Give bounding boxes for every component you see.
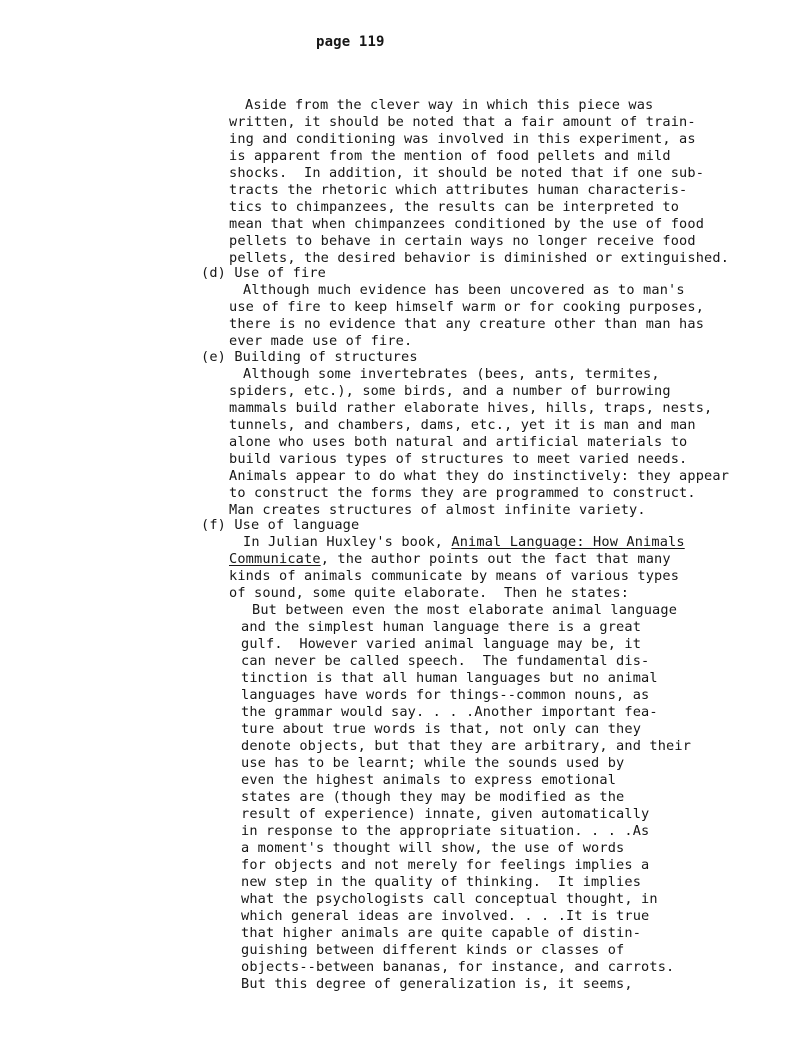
quote-line: the grammar would say. . . .Another important fea- bbox=[241, 704, 658, 720]
text-run: , the author points out the fact that many bbox=[320, 551, 671, 567]
paragraph-line: Although much evidence has been uncovered as to man's bbox=[243, 282, 685, 298]
paragraph-line: is apparent from the mention of food pellets and mild bbox=[229, 148, 671, 164]
paragraph-line: to construct the forms they are programmed to construct. bbox=[229, 485, 696, 501]
quote-line: tinction is that all human languages but no animal bbox=[241, 670, 658, 686]
paragraph-line: tracts the rhetoric which attributes human characteris- bbox=[229, 182, 688, 198]
paragraph-line: build various types of structures to meet varied needs. bbox=[229, 451, 688, 467]
quote-line: gulf. However varied animal language may be, it bbox=[241, 636, 642, 652]
quote-line: can never be called speech. The fundamental dis- bbox=[241, 653, 650, 669]
quote-line: what the psychologists call conceptual thought, in bbox=[241, 891, 658, 907]
paragraph-line: pellets to behave in certain ways no longer receive food bbox=[229, 233, 696, 249]
paragraph-line: ever made use of fire. bbox=[229, 333, 413, 349]
quote-line: But this degree of generalization is, it seems, bbox=[241, 976, 633, 992]
quote-line: states are (though they may be modified as the bbox=[241, 789, 625, 805]
quote-line: languages have words for things--common nouns, as bbox=[241, 687, 650, 703]
quote-line: new step in the quality of thinking. It implies bbox=[241, 874, 642, 890]
quote-line: in response to the appropriate situation. . . .As bbox=[241, 823, 650, 839]
paragraph-line: kinds of animals communicate by means of various types bbox=[229, 568, 680, 584]
quote-line: objects--between bananas, for instance, and carrots. bbox=[241, 959, 675, 975]
quote-line: result of experience) innate, given automatically bbox=[241, 806, 650, 822]
paragraph-line: Animals appear to do what they do instinctively: they appear bbox=[229, 468, 730, 484]
quote-line: a moment's thought will show, the use of words bbox=[241, 840, 625, 856]
paragraph-line: pellets, the desired behavior is diminished or extinguished. bbox=[229, 250, 730, 266]
text-run: In Julian Huxley's book, bbox=[243, 534, 452, 550]
paragraph-line: shocks. In addition, it should be noted that if one sub- bbox=[229, 165, 705, 181]
quote-line: But between even the most elaborate animal language bbox=[252, 602, 678, 618]
paragraph-line: use of fire to keep himself warm or for cooking purposes, bbox=[229, 299, 705, 315]
paragraph-line: Although some invertebrates (bees, ants, termites, bbox=[243, 366, 660, 382]
paragraph-line: Aside from the clever way in which this piece was bbox=[245, 97, 654, 113]
paragraph-line: written, it should be noted that a fair amount of train- bbox=[229, 114, 696, 130]
page-number: page 119 bbox=[316, 34, 385, 50]
paragraph-line: mean that when chimpanzees conditioned by the use of food bbox=[229, 216, 705, 232]
section-e-heading: (e) Building of structures bbox=[201, 349, 418, 365]
paragraph-line: Man creates structures of almost infinite variety. bbox=[229, 502, 646, 518]
quote-line: denote objects, but that they are arbitrary, and their bbox=[241, 738, 692, 754]
quote-line: that higher animals are quite capable of distin- bbox=[241, 925, 642, 941]
quote-line: which general ideas are involved. . . .It is true bbox=[241, 908, 650, 924]
paragraph-line: alone who uses both natural and artificial materials to bbox=[229, 434, 688, 450]
quote-line: for objects and not merely for feelings implies a bbox=[241, 857, 650, 873]
paragraph-line bbox=[243, 534, 685, 550]
paragraph-line: tunnels, and chambers, dams, etc., yet it is man and man bbox=[229, 417, 696, 433]
paragraph-line: tics to chimpanzees, the results can be interpreted to bbox=[229, 199, 680, 215]
quote-line: use has to be learnt; while the sounds used by bbox=[241, 755, 625, 771]
quote-line: ture about true words is that, not only can they bbox=[241, 721, 642, 737]
paragraph-line bbox=[229, 551, 671, 567]
quote-line: guishing between different kinds or classes of bbox=[241, 942, 625, 958]
paragraph-line: ing and conditioning was involved in this experiment, as bbox=[229, 131, 696, 147]
quote-line: even the highest animals to express emotional bbox=[241, 772, 617, 788]
paragraph-line: of sound, some quite elaborate. Then he states: bbox=[229, 585, 630, 601]
paragraph-line: there is no evidence that any creature other than man has bbox=[229, 316, 705, 332]
section-f-heading: (f) Use of language bbox=[201, 517, 360, 533]
book-title: Animal Language: How Animals bbox=[451, 534, 685, 550]
paragraph-line: mammals build rather elaborate hives, hills, traps, nests, bbox=[229, 400, 713, 416]
quote-line: and the simplest human language there is a great bbox=[241, 619, 642, 635]
book-title: Communicate bbox=[229, 551, 321, 567]
section-d-heading: (d) Use of fire bbox=[201, 265, 327, 281]
paragraph-line: spiders, etc.), some birds, and a number of burrowing bbox=[229, 383, 671, 399]
